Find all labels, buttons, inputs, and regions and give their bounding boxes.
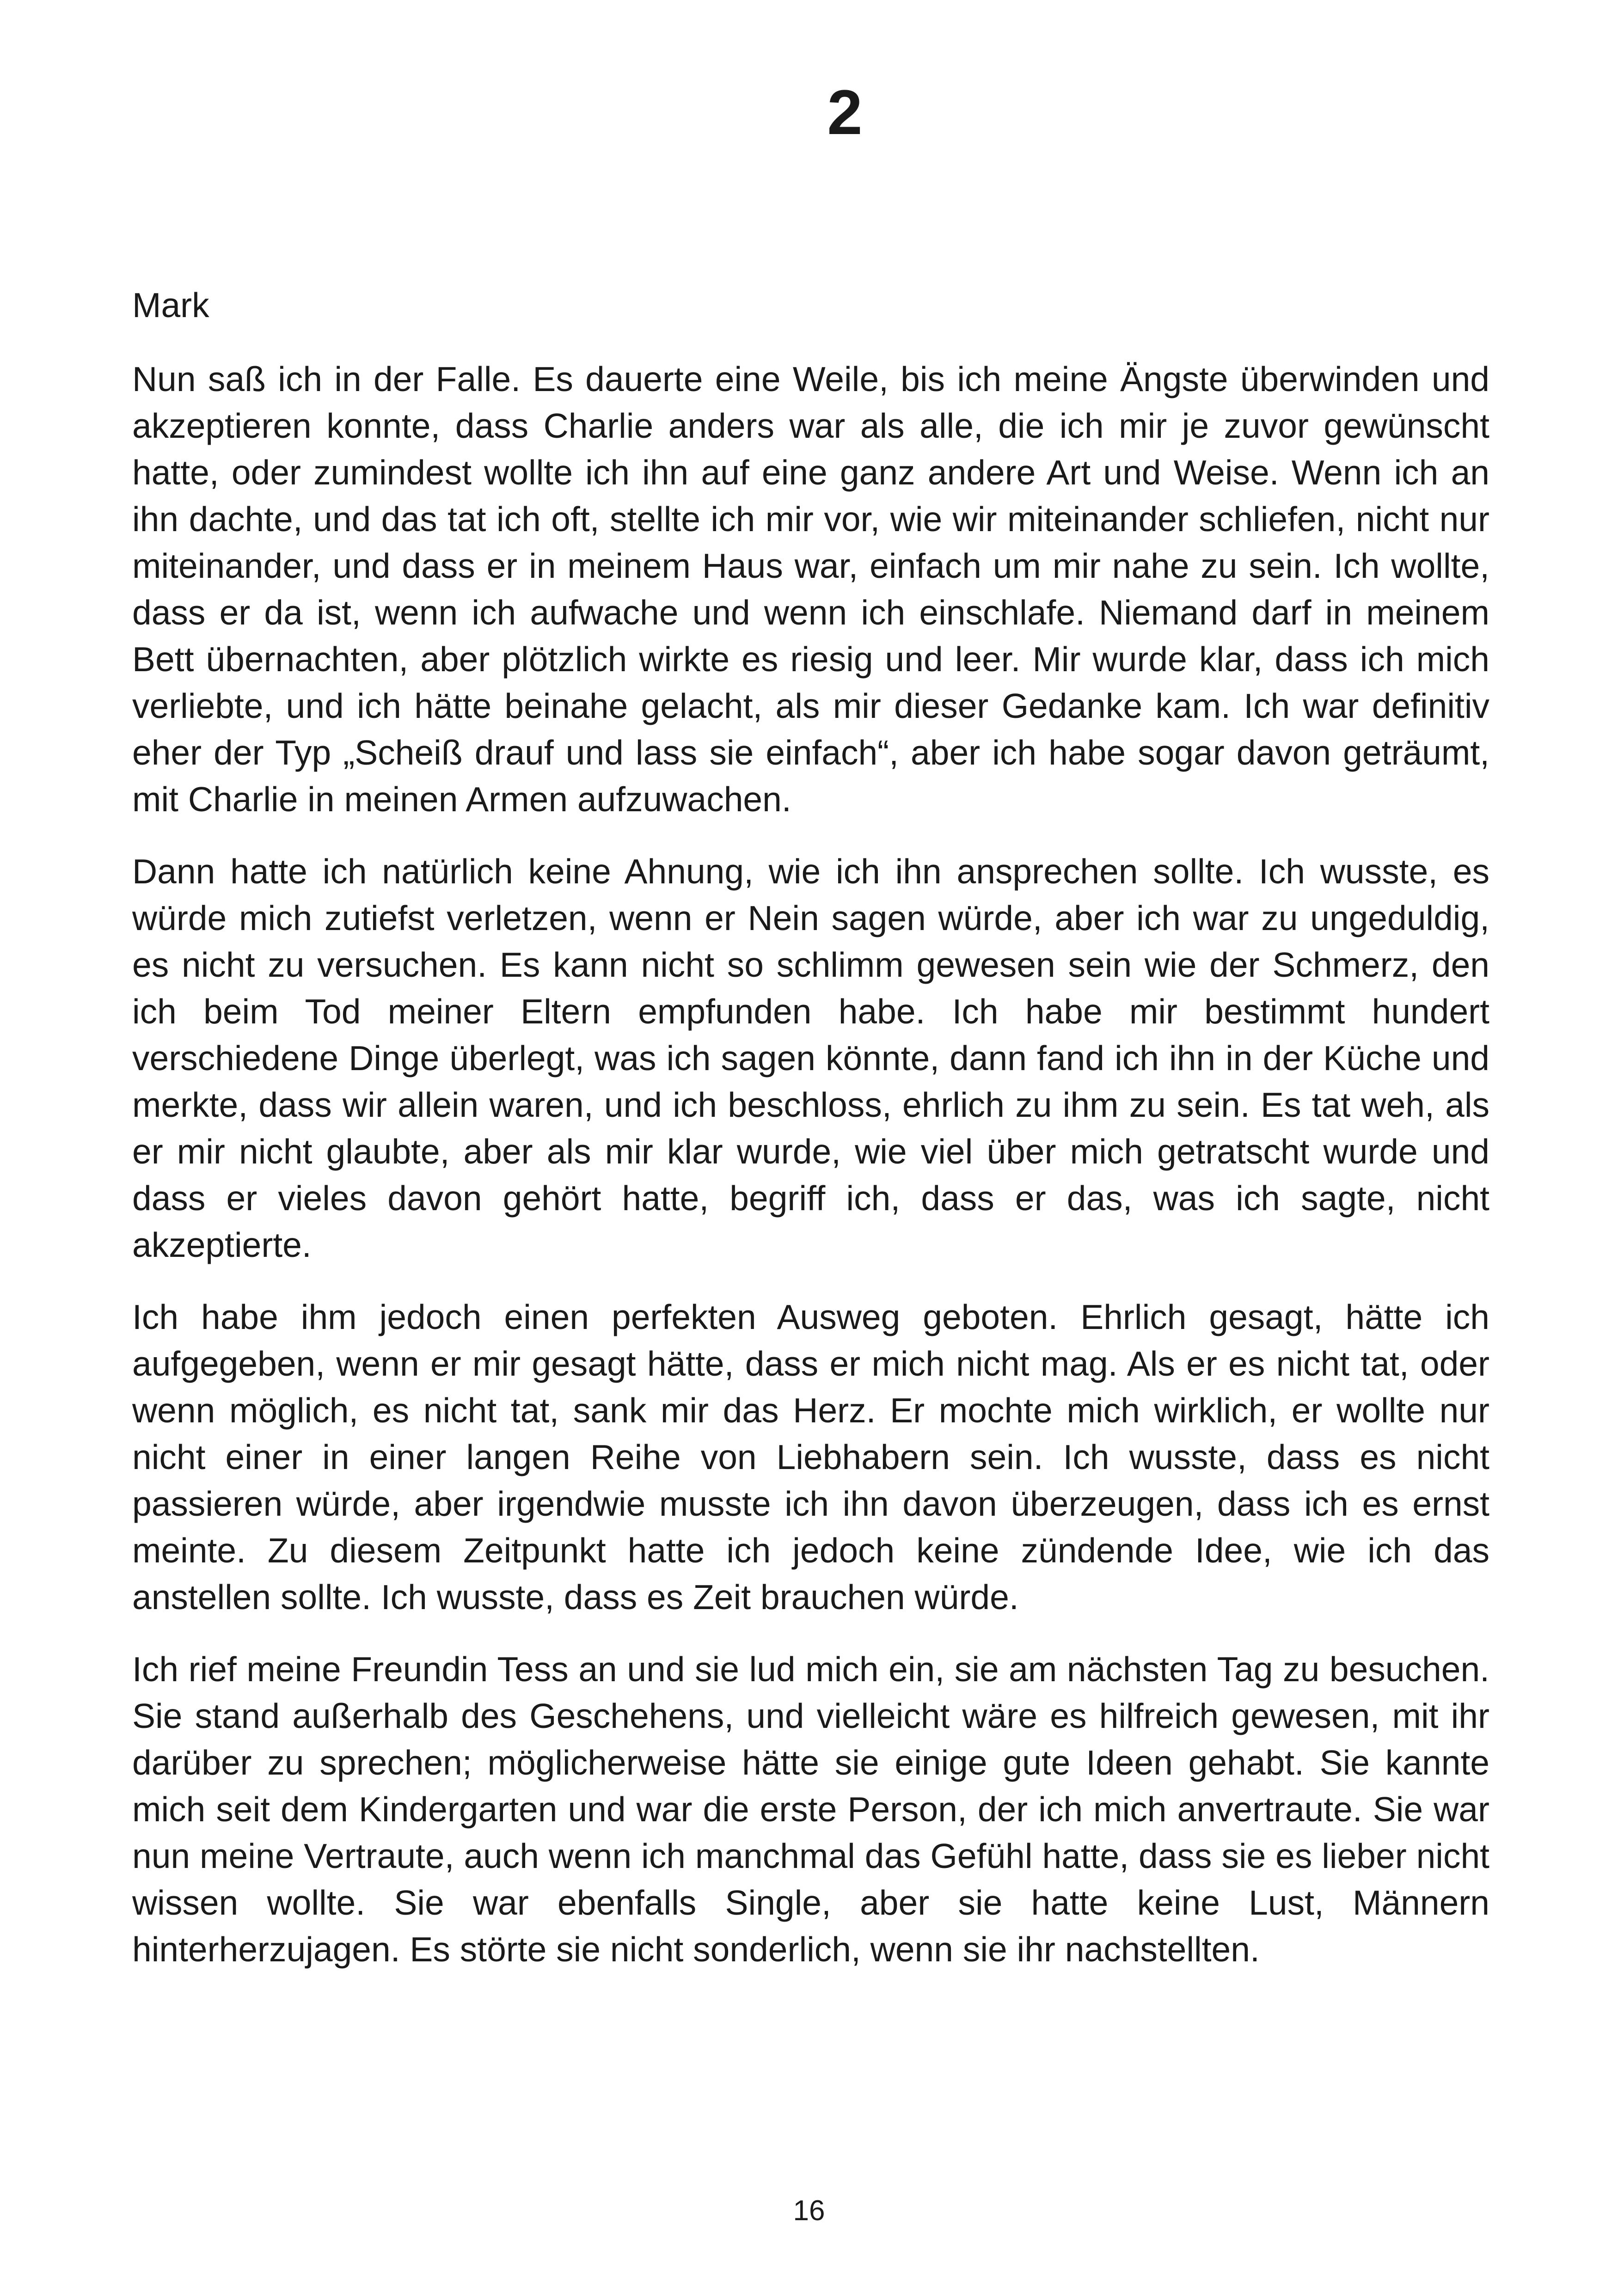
chapter-number: 2 [827, 77, 863, 148]
page-number: 16 [793, 2195, 825, 2227]
narrator-name: Mark [132, 286, 209, 325]
chapter-body [132, 356, 1489, 1998]
paragraph: Ich habe ihm jedoch einen perfekten Ausweg geboten. Ehrlich gesagt, hätte ich aufgegeben, wenn er mir gesagt hätte, dass er mich nicht mag. Als er es nicht tat, oder wenn möglich, es nicht tat, sank mir das Herz. Er mochte mich wirklich, er wollte nur nicht einer in einer langen Reihe von Liebhabern sein. Ich wusste, dass es nicht passieren würde, aber irgendwie musste ich ihn davon überzeugen, dass ich es ernst meinte. Zu diesem Zeitpunkt hatte ich jedoch keine zündende Idee, wie ich das anstellen sollte. Ich wusste, dass es Zeit brauchen würde. [132, 1298, 1489, 1616]
paragraph: Dann hatte ich natürlich keine Ahnung, wie ich ihn ansprechen sollte. Ich wusste, es würde mich zutiefst verletzen, wenn er Nein sagen würde, aber ich war zu ungeduldig, es nicht zu versuchen. Es kann nicht so schlimm gewesen sein wie der Schmerz, den ich beim Tod meiner Eltern empfunden habe. Ich habe mir bestimmt hundert verschiedene Dinge überlegt, was ich sagen könnte, dann fand ich ihn in der Küche und merkte, dass wir allein waren, und ich beschloss, ehrlich zu ihm zu sein. Es tat weh, als er mir nicht glaubte, aber als mir klar wurde, wie viel über mich getratscht wurde und dass er vieles davon gehört hatte, begriff ich, dass er das, was ich sagte, nicht akzeptierte. [132, 852, 1489, 1264]
paragraph: Ich rief meine Freundin Tess an und sie lud mich ein, sie am nächsten Tag zu besuchen. Sie stand außerhalb des Geschehens, und vielleicht wäre es hilfreich gewesen, mit ihr darüber zu sprechen; möglicherweise hätte sie einige gute Ideen gehabt. Sie kannte mich seit dem Kindergarten und war die erste Person, der ich mich anvertraute. Sie war nun meine Vertraute, auch wenn ich manchmal das Gefühl hatte, dass sie es lieber nicht wissen wollte. Sie war ebenfalls Single, aber sie hatte keine Lust, Männern hinterherzujagen. Es störte sie nicht sonderlich, wenn sie ihr nachstellten. [132, 1650, 1489, 1969]
paragraph: Nun saß ich in der Falle. Es dauerte eine Weile, bis ich meine Ängste überwinden und akzeptieren konnte, dass Charlie anders war als alle, die ich mir je zuvor gewünscht hatte, oder zumindest wollte ich ihn auf eine ganz andere Art und Weise. Wenn ich an ihn dachte, und das tat ich oft, stellte ich mir vor, wie wir miteinander schliefen, nicht nur miteinander, und dass er in meinem Haus war, einfach um mir nahe zu sein. Ich wollte, dass er da ist, wenn ich aufwache und wenn ich einschlafe. Niemand darf in meinem Bett übernachten, aber plötzlich wirkte es riesig und leer. Mir wurde klar, dass ich mich verliebte, und ich hätte beinahe gelacht, als mir dieser Gedanke kam. Ich war definitiv eher der Typ „Scheiß drauf und lass sie einfach“, aber ich habe sogar davon geträumt, mit Charlie in meinen Armen aufzuwachen. [132, 360, 1489, 819]
